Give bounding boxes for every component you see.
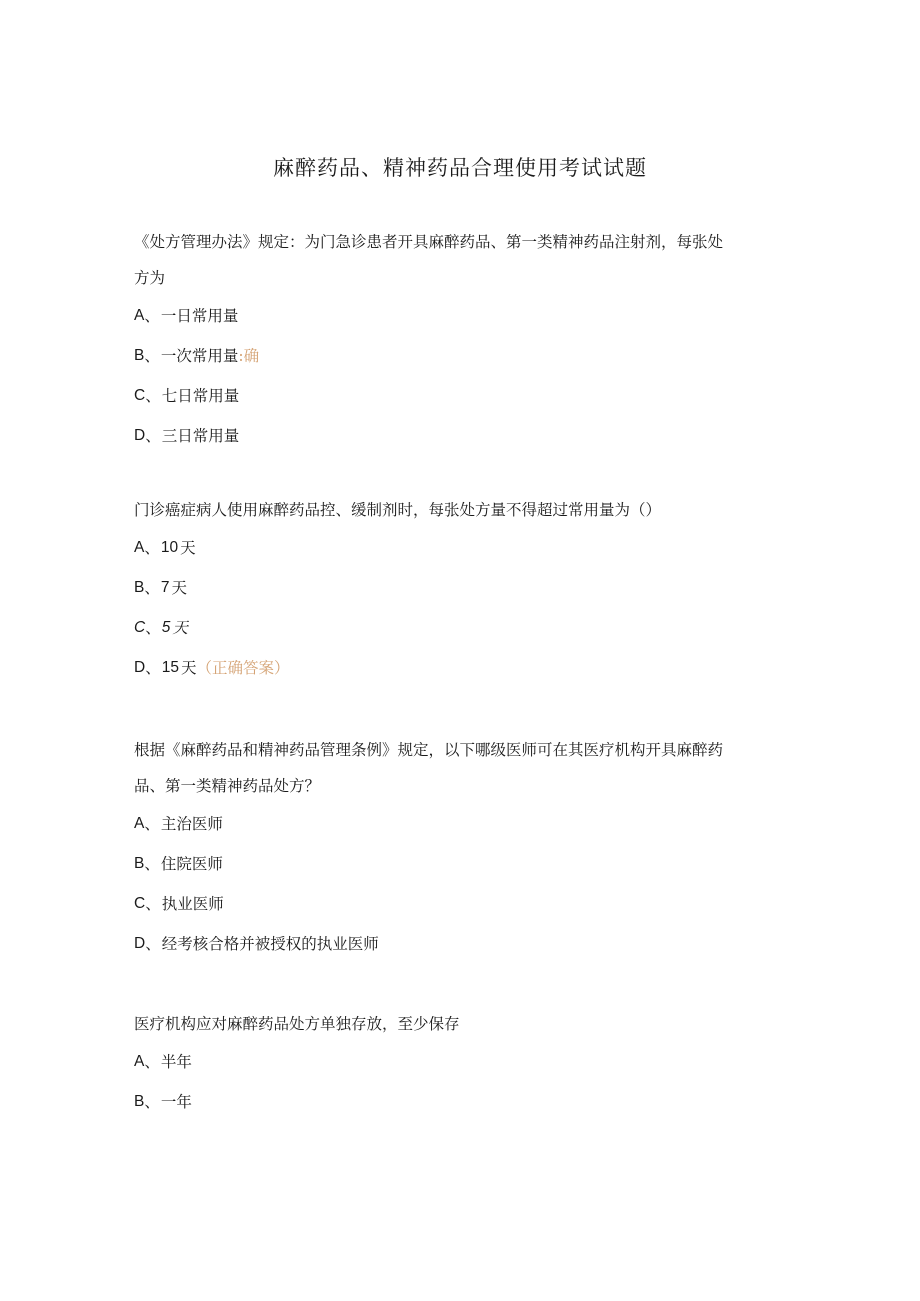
option-letter: B bbox=[134, 1093, 145, 1110]
option-separator: 、 bbox=[145, 387, 161, 405]
option-separator: 、 bbox=[144, 307, 160, 325]
option-letter: B bbox=[134, 347, 145, 364]
correct-answer-mark: （正确答案） bbox=[196, 659, 290, 677]
option-letter: D bbox=[134, 935, 146, 952]
option-letter: C bbox=[134, 619, 146, 636]
option-b bbox=[134, 578, 789, 618]
option-text: 执业医师 bbox=[161, 895, 224, 913]
option-d bbox=[134, 658, 789, 698]
option-d bbox=[134, 426, 789, 466]
option-a bbox=[134, 538, 789, 578]
option-separator: 、 bbox=[144, 347, 160, 365]
question-4 bbox=[134, 1006, 789, 1132]
option-number: 10 bbox=[160, 539, 179, 556]
option-d bbox=[134, 934, 789, 974]
option-text: 一年 bbox=[160, 1093, 192, 1111]
question-stem-line: 方为 bbox=[134, 269, 166, 287]
correct-answer-mark: :确 bbox=[238, 347, 260, 365]
question-stem-line: 品、第一类精神药品处方？ bbox=[134, 777, 321, 795]
option-c bbox=[134, 618, 789, 658]
option-letter: A bbox=[134, 307, 145, 324]
option-text: 天 bbox=[180, 539, 196, 557]
option-number: 7 bbox=[160, 579, 170, 596]
option-text: 天 bbox=[171, 579, 187, 597]
option-separator: 、 bbox=[144, 579, 160, 597]
question-3 bbox=[134, 732, 789, 974]
option-text: 三日常用量 bbox=[161, 427, 240, 445]
option-letter: A bbox=[134, 539, 145, 556]
option-c bbox=[134, 894, 789, 934]
option-b bbox=[134, 854, 789, 894]
option-text: 七日常用量 bbox=[161, 387, 240, 405]
option-separator: 、 bbox=[145, 619, 161, 637]
option-a bbox=[134, 306, 789, 346]
question-stem-line: 根据《麻醉药品和精神药品管理条例》规定，以下哪级医师可在其医疗机构开具麻醉药 bbox=[134, 741, 724, 759]
option-letter: A bbox=[134, 815, 145, 832]
option-letter: A bbox=[134, 1053, 145, 1070]
option-separator: 、 bbox=[144, 855, 160, 873]
option-number: 5 bbox=[161, 619, 171, 636]
question-1 bbox=[134, 224, 789, 466]
option-letter: D bbox=[134, 427, 146, 444]
option-separator: 、 bbox=[145, 935, 161, 953]
option-separator: 、 bbox=[145, 659, 161, 677]
question-2 bbox=[134, 492, 789, 698]
option-text: 主治医师 bbox=[160, 815, 223, 833]
option-text: 天 bbox=[172, 619, 188, 637]
option-a bbox=[134, 814, 789, 854]
option-b bbox=[134, 346, 789, 386]
option-separator: 、 bbox=[144, 1053, 160, 1071]
question-stem-line: 医疗机构应对麻醉药品处方单独存放，至少保存 bbox=[134, 1015, 460, 1033]
option-text: 一次常用量 bbox=[160, 347, 239, 365]
option-text: 一日常用量 bbox=[160, 307, 239, 325]
option-separator: 、 bbox=[145, 895, 161, 913]
option-number: 15 bbox=[161, 659, 179, 676]
option-separator: 、 bbox=[144, 539, 160, 557]
option-letter: B bbox=[134, 855, 145, 872]
question-stem-line: 《处方管理办法》规定：为门急诊患者开具麻醉药品、第一类精神药品注射剂，每张处 bbox=[134, 233, 724, 251]
page-title: 麻醉药品、精神药品合理使用考试试题 bbox=[273, 156, 647, 180]
option-letter: D bbox=[134, 659, 146, 676]
option-text: 住院医师 bbox=[160, 855, 223, 873]
option-separator: 、 bbox=[144, 815, 160, 833]
option-a bbox=[134, 1052, 789, 1092]
option-letter: B bbox=[134, 579, 145, 596]
question-stem-line: 门诊癌症病人使用麻醉药品控、缓制剂时，每张处方量不得超过常用量为（） bbox=[134, 501, 662, 519]
option-c bbox=[134, 386, 789, 426]
option-b bbox=[134, 1092, 789, 1132]
option-separator: 、 bbox=[145, 427, 161, 445]
option-text: 经考核合格并被授权的执业医师 bbox=[161, 935, 379, 953]
option-letter: C bbox=[134, 387, 146, 404]
option-separator: 、 bbox=[144, 1093, 160, 1111]
option-text: 半年 bbox=[160, 1053, 192, 1071]
option-letter: C bbox=[134, 895, 146, 912]
option-text: 天 bbox=[180, 659, 197, 677]
